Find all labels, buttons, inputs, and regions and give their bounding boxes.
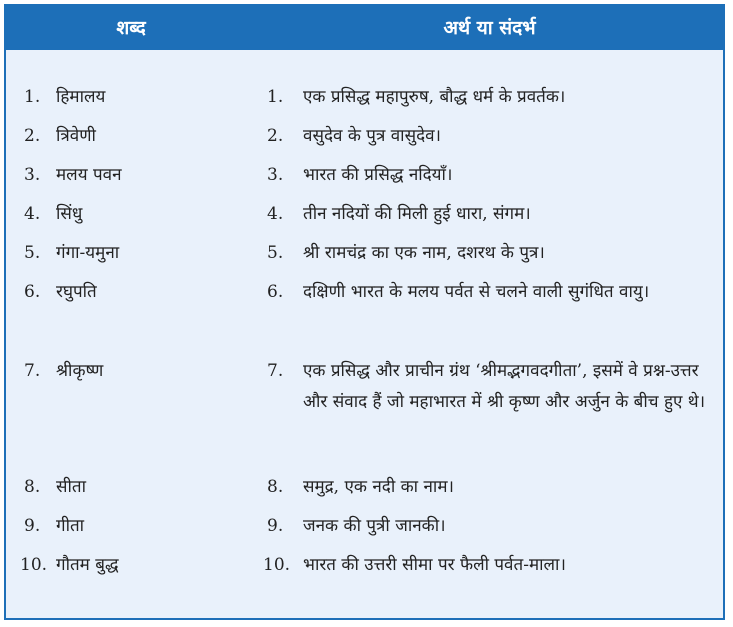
- row-meaning: एक प्रसिद्ध महापुरुष, बौद्ध धर्म के प्रवर्तक।: [303, 87, 566, 107]
- meaning-number: 4.: [267, 204, 284, 224]
- meaning-number: 7.: [267, 361, 284, 381]
- row-meaning: वसुदेव के पुत्र वासुदेव।: [303, 126, 441, 146]
- row-word: सीता: [56, 477, 86, 497]
- row-number: 9.: [24, 516, 41, 536]
- table-header: [6, 6, 723, 50]
- row-meaning: दक्षिणी भारत के मलय पर्वत से चलने वाली सुगंधित वायु।: [303, 282, 650, 302]
- row-word: गौतम बुद्ध: [56, 555, 119, 575]
- row-word: हिमालय: [56, 87, 106, 107]
- row-meaning: भारत की प्रसिद्ध नदियाँ।: [303, 165, 453, 185]
- header-meaning: अर्थ या संदर्भ: [443, 17, 536, 39]
- meaning-number: 8.: [267, 477, 284, 497]
- row-number: 7.: [24, 361, 41, 381]
- row-number: 8.: [24, 477, 41, 497]
- row-number: 10.: [20, 555, 48, 575]
- row-meaning: श्री रामचंद्र का एक नाम, दशरथ के पुत्र।: [303, 243, 545, 263]
- row-meaning: जनक की पुत्री जानकी।: [303, 516, 446, 536]
- row-word: त्रिवेणी: [56, 126, 96, 146]
- meaning-number: 10.: [263, 555, 291, 575]
- row-meaning: समुद्र, एक नदी का नाम।: [303, 477, 454, 497]
- row-number: 1.: [24, 87, 41, 107]
- row-word: सिंधु: [56, 204, 83, 224]
- header-word: शब्द: [116, 17, 146, 39]
- row-number: 2.: [24, 126, 41, 146]
- row-number: 4.: [24, 204, 41, 224]
- meaning-number: 2.: [267, 126, 284, 146]
- row-number: 6.: [24, 282, 41, 302]
- meaning-number: 5.: [267, 243, 284, 263]
- row-number: 3.: [24, 165, 41, 185]
- row-meaning: भारत की उत्तरी सीमा पर फैली पर्वत-माला।: [303, 555, 566, 575]
- row-word: गंगा-यमुना: [56, 243, 120, 263]
- matching-table: [4, 4, 725, 620]
- row-word: मलय पवन: [56, 165, 122, 185]
- meaning-number: 9.: [267, 516, 284, 536]
- row-word: श्रीकृष्ण: [56, 361, 104, 381]
- meaning-number: 3.: [267, 165, 284, 185]
- meaning-number: 1.: [267, 87, 284, 107]
- row-number: 5.: [24, 243, 41, 263]
- row-word: रघुपति: [56, 282, 97, 302]
- row-word: गीता: [56, 516, 85, 536]
- row-meaning: एक प्रसिद्ध और प्राचीन ग्रंथ ‘श्रीमद्भगवदगीता’, इसमें वे प्रश्न-उत्तर और संवाद हैं जो महाभारत में श्री कृष्ण और अर्जुन के बीच हुए थे।: [303, 361, 706, 412]
- meaning-number: 6.: [267, 282, 284, 302]
- row-meaning: तीन नदियों की मिली हुई धारा, संगम।: [303, 204, 531, 224]
